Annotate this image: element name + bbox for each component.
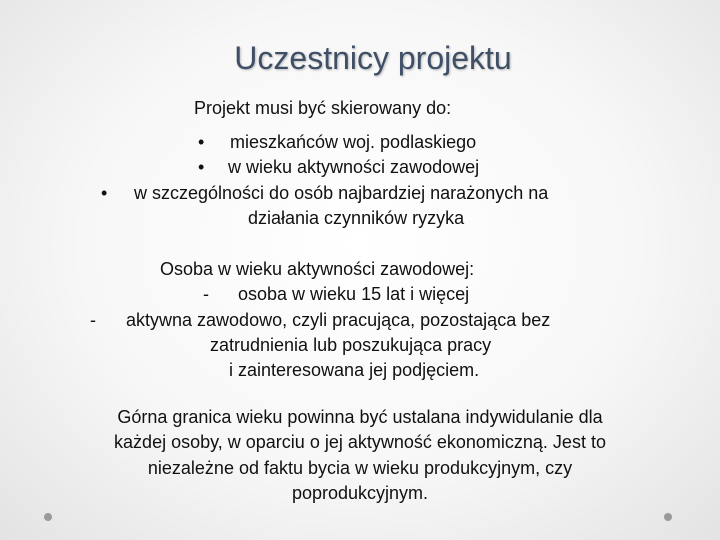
definition-heading: Osoba w wieku aktywności zawodowej: [160,259,475,279]
definition-line-1: osoba w wieku 15 lat i więcej [238,284,470,304]
bullet-3: • [101,183,108,203]
target-heading: Projekt musi być skierowany do: [194,98,452,118]
target-item-3-line2: działania czynników ryzyka [248,208,465,228]
bullet-2: • [198,157,205,177]
definition-line-3: zatrudnienia lub poszukująca pracy [210,335,492,355]
note-line-4: poprodukcyjnym. [291,483,429,503]
note-line-1: Górna granica wieku powinna być ustalana indywidulanie dla [117,407,603,427]
dash-2: - [90,310,96,330]
slide-title: Uczestnicy projektu [234,40,512,76]
corner-dot-right [664,513,672,521]
target-item-3-line1: w szczególności do osób najbardziej narażonych na [134,183,549,203]
definition-line-2: aktywna zawodowo, czyli pracująca, pozostająca bez [126,310,551,330]
target-item-1: mieszkańców woj. podlaskiego [230,132,477,152]
target-item-2: w wieku aktywności zawodowej [228,157,480,177]
definition-line-4: i zainteresowana jej podjęciem. [229,360,480,380]
corner-dot-left [44,513,52,521]
bullet-1: • [198,132,205,152]
note-line-3: niezależne od faktu bycia w wieku produkcyjnym, czy [147,458,573,478]
dash-1: - [203,284,209,304]
note-line-2: każdej osoby, w oparciu o jej aktywność ekonomiczną. Jest to [114,432,606,452]
